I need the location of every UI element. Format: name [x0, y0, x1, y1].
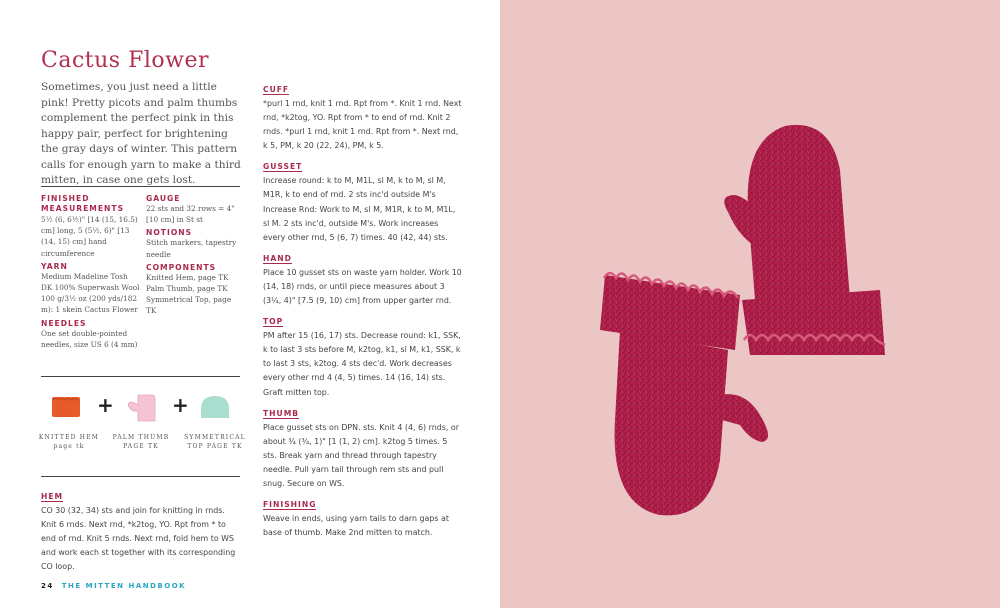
hand-section	[263, 246, 463, 308]
right-mitten	[724, 125, 885, 355]
finished-measurements-block	[41, 194, 141, 259]
mittens-photo	[500, 0, 1000, 608]
hem-heading: HEM	[41, 492, 64, 501]
finished-measurements-heading: FINISHED MEASUREMENTS	[41, 194, 125, 213]
gauge-block	[146, 194, 242, 225]
plus-sign-2: +	[172, 393, 189, 417]
components-icons	[38, 393, 248, 468]
cuff-section	[263, 77, 463, 153]
book-title: THE MITTEN HANDBOOK	[61, 582, 187, 590]
specs-column-right	[146, 194, 242, 320]
palm-thumb-label: PALM THUMB PAGE TK	[112, 434, 170, 450]
cuff-text: *purl 1 rnd, knit 1 rnd. Rpt from *. Knit 1 rnd. Next rnd, *k2tog, YO. Rpt from * to end of rnd. Knit 2 rnds. *purl 1 rnd, knit 1 rnd. Rpt from *. Next rnd, k 5, PM, k 20 (22, 24), PM, k 5.	[263, 99, 462, 151]
needles-heading: NEEDLES	[41, 318, 87, 328]
gusset-section	[263, 154, 463, 244]
top-heading: TOP	[263, 317, 284, 327]
pattern-title: Cactus Flower	[41, 48, 209, 73]
divider-middle	[41, 376, 240, 377]
divider-bottom	[41, 476, 240, 477]
needles-block	[41, 319, 141, 350]
symmetrical-top-icon	[200, 395, 230, 419]
gauge-heading: GAUGE	[146, 194, 181, 203]
top-section	[263, 309, 463, 399]
components-heading: COMPONENTS	[146, 262, 217, 272]
divider-top	[41, 186, 240, 187]
needles-text: One set double-pointed needles, size US 6 (4 mm)	[41, 328, 138, 349]
gusset-text: Increase round: k to M, M1L, sl M, k to M, sl M, M1R, k to end of rnd. 2 sts inc'd outside M's Increase Rnd: Work to M, sl M, M1R, k to M, M1L, sl M. 2 sts inc'd, outside M's. Work increases every other rnd, 5 (6, 7) times. 40 (42, 44) sts.	[263, 176, 456, 242]
yarn-block	[41, 262, 141, 316]
gusset-heading: GUSSET	[263, 162, 303, 172]
hem-section	[41, 484, 241, 574]
finishing-section	[263, 492, 463, 540]
left-mitten	[600, 273, 768, 515]
notions-block	[146, 228, 242, 259]
finished-measurements-text: 5½ (6, 6½)" [14 (15, 16.5) cm] long, 5 (5½, 6)" [13 (14, 15) cm] hand circumference	[41, 215, 138, 258]
palm-thumb-icon	[126, 393, 158, 423]
top-text: PM after 15 (16, 17) sts. Decrease round: k1, SSK, k to last 3 sts before M, k2tog, k1, sl M, k1, SSK, k to last 3 sts, k2tog. 4 sts dec'd. Work decreases every other rnd 4 (4, 5) times. 14 (16, 14) sts. Graft mitten top.	[263, 331, 461, 397]
page-footer	[41, 582, 186, 590]
specs-column-left	[41, 194, 141, 353]
components-text: Knitted Hem, page TK Palm Thumb, page TK Symmetrical Top, page TK	[146, 272, 232, 316]
thumb-heading: THUMB	[263, 408, 300, 418]
components-block	[146, 263, 242, 317]
finishing-heading: FINISHING	[263, 500, 317, 510]
hand-text: Place 10 gusset sts on waste yarn holder. Work 10 (14, 18) rnds, or until piece measures about 3 (3¼, 4)" [7.5 (9, 10) cm] from upper garter rnd.	[263, 267, 462, 306]
cuff-heading: CUFF	[263, 85, 290, 94]
gauge-text: 22 sts and 32 rows = 4" [10 cm] in St st	[146, 204, 235, 225]
notions-heading: NOTIONS	[146, 228, 193, 238]
notions-text: Stitch markers, tapestry needle	[146, 238, 237, 259]
instructions-column	[263, 77, 463, 541]
page-number: 24	[41, 582, 54, 590]
knitted-hem-icon	[51, 396, 81, 418]
mittens-illustration	[500, 0, 1000, 608]
knitted-hem-label: KNITTED HEM page tk	[38, 434, 100, 450]
yarn-heading: YARN	[41, 261, 68, 271]
symmetrical-top-label: SYMMETRICAL TOP PAGE TK	[184, 434, 246, 450]
yarn-text: Medium Madeline Tosh DK 100% Superwash Wool 100 g/3½ oz (200 yds/182 m): 1 skein Cactus Flower	[41, 271, 140, 315]
thumb-text: Place gusset sts on DPN. sts. Knit 4 (4, 6) rnds, or about ¾ (¾, 1)" [1 (1, 2) cm]. k2tog 5 times. 5 sts. Break yarn and thread through tapestry needle. Pull yarn tail through rem sts and pull snug. Secure on WS.	[263, 422, 459, 488]
thumb-section	[263, 401, 463, 491]
hem-text: CO 30 (32, 34) sts and join for knitting in rnds. Knit 6 rnds. Next rnd, *k2tog, YO. Rpt from * to end of rnd. Knit 5 rnds. Next rnd, fold hem to WS and work each st together with its corresponding CO loop.	[41, 506, 236, 572]
plus-sign-1: +	[97, 393, 114, 417]
finishing-text: Weave in ends, using yarn tails to darn gaps at base of thumb. Make 2nd mitten to match.	[263, 514, 449, 538]
hand-heading: HAND	[263, 253, 292, 263]
intro-paragraph: Sometimes, you just need a little pink! Pretty picots and palm thumbs complement the perfect pink in this happy pair, perfect for brightening the gray days of winter. This pattern calls for enough yarn to make a third mitten, in case one gets lost.	[41, 81, 241, 186]
